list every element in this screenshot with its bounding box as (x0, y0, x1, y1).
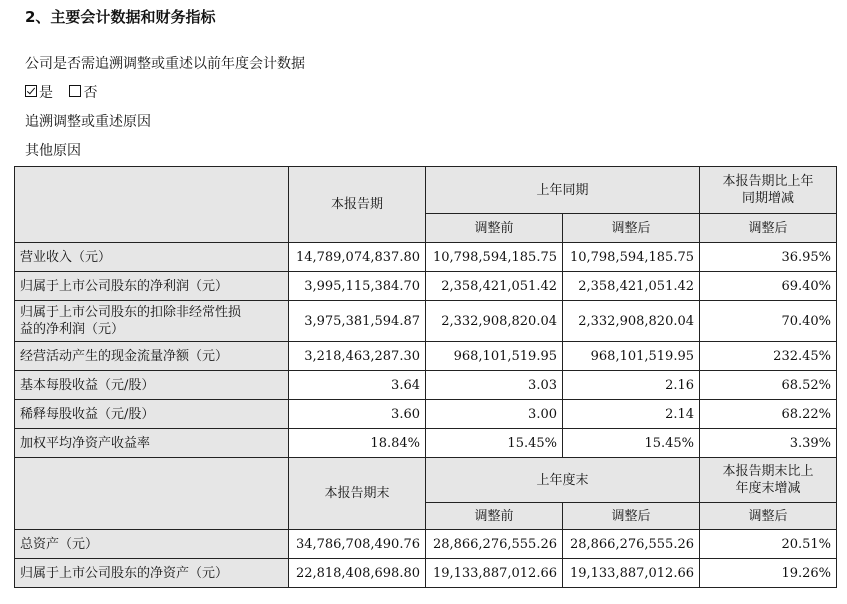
cell-before: 2,332,908,820.04 (426, 301, 563, 342)
cell-after: 19,133,887,012.66 (563, 559, 700, 588)
header-prior-period: 上年同期 (426, 167, 700, 214)
row-label: 总资产（元） (15, 530, 289, 559)
cell-before: 3.00 (426, 400, 563, 429)
cell-change: 232.45% (700, 342, 837, 371)
header-after-adjustment: 调整后 (563, 503, 700, 530)
header-current-period: 本报告期 (289, 167, 426, 243)
cell-change: 3.39% (700, 429, 837, 458)
header-change (700, 167, 837, 214)
header-change-line2: 同期增减 (742, 191, 795, 206)
row-label: 基本每股收益（元/股） (15, 371, 289, 400)
cell-current: 3,975,381,594.87 (289, 301, 426, 342)
cell-current: 22,818,408,698.80 (289, 559, 426, 588)
cell-current: 3.60 (289, 400, 426, 429)
cell-current: 3,218,463,287.30 (289, 342, 426, 371)
cell-before: 2,358,421,051.42 (426, 272, 563, 301)
header-change-adjusted: 调整后 (700, 214, 837, 243)
table-row (15, 559, 837, 588)
cell-before: 968,101,519.95 (426, 342, 563, 371)
table-row (15, 243, 837, 272)
table-row (15, 429, 837, 458)
header-before-adjustment: 调整前 (426, 214, 563, 243)
cell-current: 3,995,115,384.70 (289, 272, 426, 301)
row-label: 经营活动产生的现金流量净额（元） (15, 342, 289, 371)
cell-change: 36.95% (700, 243, 837, 272)
header-blank-cell (15, 167, 289, 243)
row-label: 归属于上市公司股东的净资产（元） (15, 559, 289, 588)
header-prior-year-end: 上年度末 (426, 458, 700, 503)
header-change-line2: 年度末增减 (735, 481, 801, 496)
table-row (15, 272, 837, 301)
cell-before: 15.45% (426, 429, 563, 458)
header-before-adjustment: 调整前 (426, 503, 563, 530)
row-label: 归属于上市公司股东的净利润（元） (15, 272, 289, 301)
row-label: 营业收入（元） (15, 243, 289, 272)
cell-after: 968,101,519.95 (563, 342, 700, 371)
cell-current: 34,786,708,490.76 (289, 530, 426, 559)
cell-after: 10,798,594,185.75 (563, 243, 700, 272)
table-header-row (15, 167, 837, 214)
header-change (700, 458, 837, 503)
table-row (15, 400, 837, 429)
cell-before: 3.03 (426, 371, 563, 400)
yes-checkbox[interactable] (25, 85, 37, 97)
cell-before: 28,866,276,555.26 (426, 530, 563, 559)
cell-current: 3.64 (289, 371, 426, 400)
header-change-line1: 本报告期比上年 (722, 174, 814, 189)
row-label: 稀释每股收益（元/股） (15, 400, 289, 429)
no-checkbox[interactable] (69, 85, 81, 97)
restatement-options (25, 82, 97, 102)
header-blank-cell (15, 458, 289, 530)
cell-change: 19.26% (700, 559, 837, 588)
header-after-adjustment: 调整后 (563, 214, 700, 243)
cell-after: 2,358,421,051.42 (563, 272, 700, 301)
table-row (15, 301, 837, 342)
row-label-line2: 益的净利润（元） (20, 322, 125, 337)
yes-label: 是 (39, 85, 53, 101)
cell-after: 2,332,908,820.04 (563, 301, 700, 342)
financial-indicators-table (14, 166, 837, 588)
cell-change: 69.40% (700, 272, 837, 301)
no-label: 否 (83, 85, 98, 101)
header-change-line1: 本报告期末比上 (722, 464, 814, 479)
header-period-end: 本报告期末 (289, 458, 426, 530)
cell-change: 20.51% (700, 530, 837, 559)
cell-change: 70.40% (700, 301, 837, 342)
header-change-adjusted: 调整后 (700, 503, 837, 530)
table-header-row (15, 458, 837, 503)
cell-change: 68.22% (700, 400, 837, 429)
reason-heading: 追溯调整或重述原因 (25, 114, 151, 130)
row-label (15, 301, 289, 342)
row-label: 加权平均净资产收益率 (15, 429, 289, 458)
cell-before: 19,133,887,012.66 (426, 559, 563, 588)
cell-after: 15.45% (563, 429, 700, 458)
cell-change: 68.52% (700, 371, 837, 400)
cell-current: 18.84% (289, 429, 426, 458)
table-row (15, 342, 837, 371)
row-label-line1: 归属于上市公司股东的扣除非经常性损 (20, 305, 242, 320)
cell-after: 2.14 (563, 400, 700, 429)
reason-value: 其他原因 (25, 143, 81, 159)
table-row (15, 371, 837, 400)
section-title: 2、主要会计数据和财务指标 (25, 8, 216, 26)
table-row (15, 530, 837, 559)
cell-after: 2.16 (563, 371, 700, 400)
cell-current: 14,789,074,837.80 (289, 243, 426, 272)
restatement-question: 公司是否需追溯调整或重述以前年度会计数据 (25, 56, 305, 72)
cell-after: 28,866,276,555.26 (563, 530, 700, 559)
cell-before: 10,798,594,185.75 (426, 243, 563, 272)
